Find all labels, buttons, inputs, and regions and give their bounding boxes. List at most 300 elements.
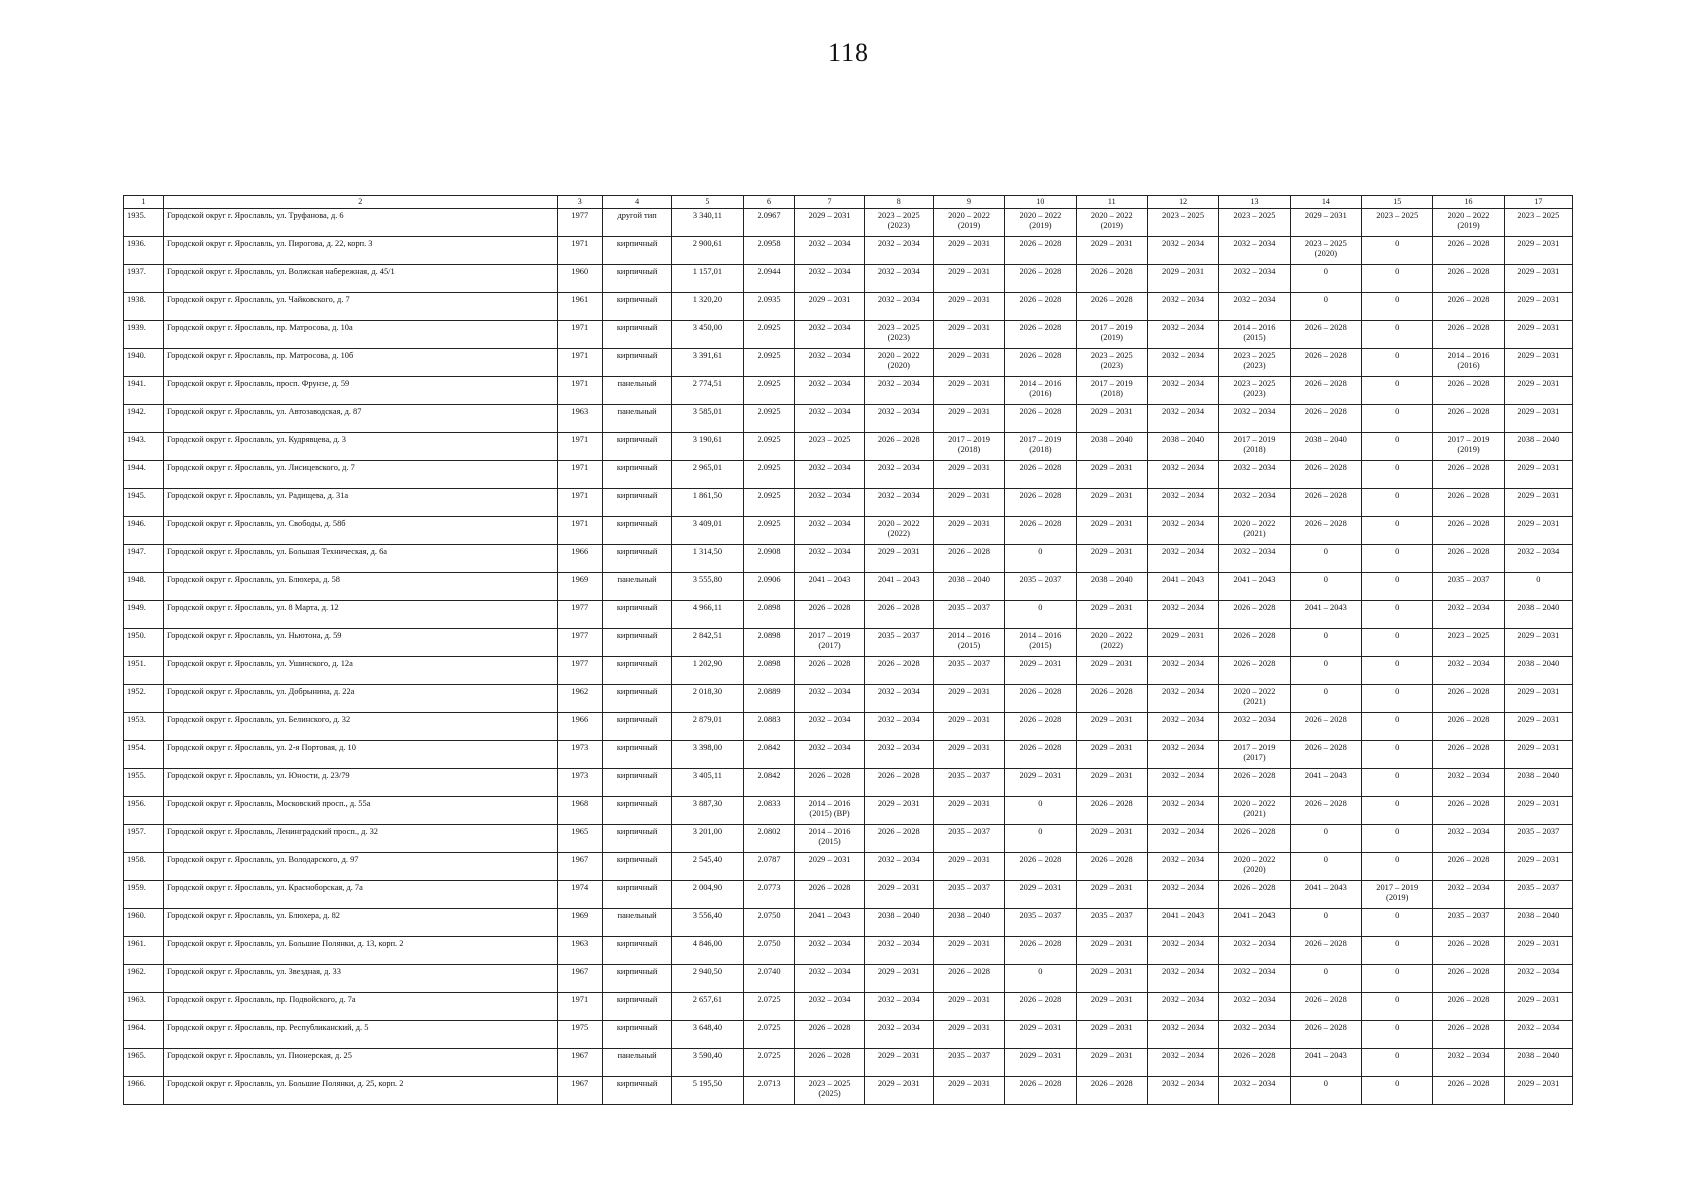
table-cell-col-10: 0 — [1005, 797, 1076, 825]
table-cell-col-14: 2026 – 2028 — [1290, 461, 1361, 489]
table-cell-col-9: 2026 – 2028 — [933, 545, 1004, 573]
table-cell-col-14: 2026 – 2028 — [1290, 405, 1361, 433]
table-cell-col-15: 0 — [1362, 265, 1433, 293]
table-cell-col-4: кирпичный — [603, 1077, 672, 1105]
table-cell-col-3: 1973 — [557, 741, 602, 769]
table-cell-col-6: 2.0842 — [743, 741, 795, 769]
table-cell-col-3: 1963 — [557, 937, 602, 965]
table-cell-col-5: 2 774,51 — [672, 377, 743, 405]
table-cell-col-6: 2.0725 — [743, 993, 795, 1021]
table-cell-col-3: 1973 — [557, 769, 602, 797]
table-cell-col-7: 2032 – 2034 — [795, 545, 864, 573]
table-cell-col-15: 0 — [1362, 1077, 1433, 1105]
table-cell-col-16: 2017 – 2019 (2019) — [1433, 433, 1504, 461]
table-cell-col-15: 0 — [1362, 713, 1433, 741]
table-cell-col-15: 0 — [1362, 349, 1433, 377]
table-cell-col-14: 2026 – 2028 — [1290, 517, 1361, 545]
table-cell-col-8: 2026 – 2028 — [864, 657, 933, 685]
table-cell-col-5: 3 201,00 — [672, 825, 743, 853]
table-cell-col-6: 2.0802 — [743, 825, 795, 853]
table-cell-col-13: 2032 – 2034 — [1219, 489, 1290, 517]
table-cell-col-1: 1952. — [124, 685, 164, 713]
table-cell-col-6: 2.0750 — [743, 909, 795, 937]
table-cell-col-15: 0 — [1362, 629, 1433, 657]
table-cell-col-5: 3 555,80 — [672, 573, 743, 601]
table-cell-col-16: 2026 – 2028 — [1433, 321, 1504, 349]
table-cell-col-7: 2014 – 2016 (2015) — [795, 825, 864, 853]
table-cell-col-17: 2029 – 2031 — [1504, 517, 1572, 545]
table-cell-col-5: 3 190,61 — [672, 433, 743, 461]
table-cell-col-12: 2032 – 2034 — [1147, 713, 1218, 741]
table-cell-col-4: панельный — [603, 1049, 672, 1077]
table-cell-col-12: 2041 – 2043 — [1147, 909, 1218, 937]
column-header-7: 7 — [795, 196, 864, 209]
table-cell-col-9: 2026 – 2028 — [933, 965, 1004, 993]
table-cell-col-4: кирпичный — [603, 713, 672, 741]
table-cell-col-5: 3 556,40 — [672, 909, 743, 937]
table-cell-col-11: 2029 – 2031 — [1076, 993, 1147, 1021]
table-cell-col-2: Городской округ г. Ярославль, ул. 8 Марта, д. 12 — [164, 601, 558, 629]
table-cell-col-11: 2038 – 2040 — [1076, 433, 1147, 461]
table-cell-col-8: 2032 – 2034 — [864, 937, 933, 965]
table-cell-col-8: 2026 – 2028 — [864, 601, 933, 629]
table-cell-col-6: 2.0750 — [743, 937, 795, 965]
table-cell-col-8: 2038 – 2040 — [864, 909, 933, 937]
table-cell-col-4: другой тип — [603, 209, 672, 237]
table-cell-col-10: 2026 – 2028 — [1005, 741, 1076, 769]
table-cell-col-8: 2032 – 2034 — [864, 377, 933, 405]
table-cell-col-17: 2029 – 2031 — [1504, 853, 1572, 881]
table-row — [124, 769, 1573, 797]
table-cell-col-7: 2041 – 2043 — [795, 909, 864, 937]
table-row — [124, 489, 1573, 517]
table-cell-col-1: 1944. — [124, 461, 164, 489]
table-cell-col-9: 2035 – 2037 — [933, 1049, 1004, 1077]
table-cell-col-13: 2026 – 2028 — [1219, 769, 1290, 797]
table-row — [124, 209, 1573, 237]
table-cell-col-2: Городской округ г. Ярославль, ул. Пионерская, д. 25 — [164, 1049, 558, 1077]
table-cell-col-3: 1971 — [557, 377, 602, 405]
table-cell-col-11: 2029 – 2031 — [1076, 965, 1147, 993]
table-cell-col-14: 2026 – 2028 — [1290, 797, 1361, 825]
table-cell-col-15: 0 — [1362, 1021, 1433, 1049]
table-row — [124, 993, 1573, 1021]
table-cell-col-1: 1966. — [124, 1077, 164, 1105]
table-cell-col-5: 2 879,01 — [672, 713, 743, 741]
table-cell-col-14: 2029 – 2031 — [1290, 209, 1361, 237]
table-cell-col-8: 2032 – 2034 — [864, 1021, 933, 1049]
table-cell-col-12: 2032 – 2034 — [1147, 349, 1218, 377]
table-cell-col-17: 2029 – 2031 — [1504, 713, 1572, 741]
table-cell-col-16: 2026 – 2028 — [1433, 405, 1504, 433]
table-cell-col-12: 2032 – 2034 — [1147, 377, 1218, 405]
table-cell-col-14: 2026 – 2028 — [1290, 377, 1361, 405]
table-cell-col-6: 2.0725 — [743, 1021, 795, 1049]
table-cell-col-15: 0 — [1362, 1049, 1433, 1077]
table-cell-col-13: 2032 – 2034 — [1219, 293, 1290, 321]
table-cell-col-1: 1946. — [124, 517, 164, 545]
table-cell-col-3: 1969 — [557, 573, 602, 601]
table-cell-col-7: 2032 – 2034 — [795, 741, 864, 769]
table-cell-col-3: 1975 — [557, 1021, 602, 1049]
table-cell-col-11: 2026 – 2028 — [1076, 265, 1147, 293]
table-cell-col-15: 0 — [1362, 545, 1433, 573]
table-cell-col-15: 0 — [1362, 965, 1433, 993]
table-cell-col-5: 4 846,00 — [672, 937, 743, 965]
table-cell-col-1: 1956. — [124, 797, 164, 825]
column-header-2: 2 — [164, 196, 558, 209]
table-cell-col-11: 2020 – 2022 (2022) — [1076, 629, 1147, 657]
table-cell-col-4: панельный — [603, 405, 672, 433]
table-cell-col-10: 2017 – 2019 (2018) — [1005, 433, 1076, 461]
table-cell-col-17: 2029 – 2031 — [1504, 461, 1572, 489]
table-cell-col-12: 2038 – 2040 — [1147, 433, 1218, 461]
table-row — [124, 909, 1573, 937]
table-cell-col-12: 2032 – 2034 — [1147, 237, 1218, 265]
table-cell-col-2: Городской округ г. Ярославль, пр. Матросова, д. 10б — [164, 349, 558, 377]
table-cell-col-13: 2020 – 2022 (2020) — [1219, 853, 1290, 881]
table-cell-col-17: 2038 – 2040 — [1504, 909, 1572, 937]
table-cell-col-14: 2041 – 2043 — [1290, 881, 1361, 909]
table-cell-col-9: 2029 – 2031 — [933, 293, 1004, 321]
table-cell-col-10: 2029 – 2031 — [1005, 881, 1076, 909]
table-cell-col-2: Городской округ г. Ярославль, ул. Звездная, д. 33 — [164, 965, 558, 993]
table-cell-col-8: 2032 – 2034 — [864, 461, 933, 489]
table-cell-col-11: 2026 – 2028 — [1076, 293, 1147, 321]
table-cell-col-5: 2 657,61 — [672, 993, 743, 1021]
table-cell-col-1: 1939. — [124, 321, 164, 349]
table-row — [124, 321, 1573, 349]
table-cell-col-17: 2023 – 2025 — [1504, 209, 1572, 237]
table-cell-col-2: Городской округ г. Ярославль, ул. Пирогова, д. 22, корп. 3 — [164, 237, 558, 265]
table-cell-col-16: 2026 – 2028 — [1433, 489, 1504, 517]
table-cell-col-6: 2.0908 — [743, 545, 795, 573]
table-cell-col-4: кирпичный — [603, 349, 672, 377]
table-cell-col-9: 2029 – 2031 — [933, 685, 1004, 713]
table-cell-col-6: 2.0833 — [743, 797, 795, 825]
table-cell-col-5: 5 195,50 — [672, 1077, 743, 1105]
table-cell-col-1: 1963. — [124, 993, 164, 1021]
table-cell-col-17: 0 — [1504, 573, 1572, 601]
table-cell-col-11: 2029 – 2031 — [1076, 545, 1147, 573]
table-cell-col-17: 2029 – 2031 — [1504, 797, 1572, 825]
table-cell-col-16: 2026 – 2028 — [1433, 517, 1504, 545]
table-cell-col-1: 1938. — [124, 293, 164, 321]
table-cell-col-6: 2.0898 — [743, 629, 795, 657]
table-cell-col-14: 0 — [1290, 909, 1361, 937]
table-cell-col-10: 2029 – 2031 — [1005, 657, 1076, 685]
table-row — [124, 461, 1573, 489]
table-cell-col-6: 2.0725 — [743, 1049, 795, 1077]
table-cell-col-16: 2014 – 2016 (2016) — [1433, 349, 1504, 377]
table-cell-col-6: 2.0944 — [743, 265, 795, 293]
table-cell-col-12: 2032 – 2034 — [1147, 797, 1218, 825]
table-cell-col-3: 1963 — [557, 405, 602, 433]
column-header-16: 16 — [1433, 196, 1504, 209]
table-cell-col-3: 1968 — [557, 797, 602, 825]
table-cell-col-16: 2026 – 2028 — [1433, 545, 1504, 573]
table-cell-col-13: 2026 – 2028 — [1219, 629, 1290, 657]
table-cell-col-5: 4 966,11 — [672, 601, 743, 629]
table-cell-col-10: 0 — [1005, 965, 1076, 993]
table-cell-col-1: 1936. — [124, 237, 164, 265]
table-cell-col-1: 1955. — [124, 769, 164, 797]
table-cell-col-12: 2032 – 2034 — [1147, 517, 1218, 545]
table-cell-col-4: кирпичный — [603, 769, 672, 797]
table-row — [124, 825, 1573, 853]
table-row — [124, 349, 1573, 377]
table-cell-col-13: 2014 – 2016 (2015) — [1219, 321, 1290, 349]
table-row — [124, 545, 1573, 573]
column-header-15: 15 — [1362, 196, 1433, 209]
capital-repair-schedule-table — [123, 195, 1573, 1105]
table-cell-col-17: 2029 – 2031 — [1504, 993, 1572, 1021]
table-cell-col-11: 2029 – 2031 — [1076, 881, 1147, 909]
table-cell-col-10: 2026 – 2028 — [1005, 1077, 1076, 1105]
table-cell-col-6: 2.0773 — [743, 881, 795, 909]
table-row — [124, 965, 1573, 993]
table-cell-col-10: 2029 – 2031 — [1005, 1021, 1076, 1049]
table-cell-col-12: 2032 – 2034 — [1147, 741, 1218, 769]
column-header-5: 5 — [672, 196, 743, 209]
table-cell-col-9: 2029 – 2031 — [933, 1077, 1004, 1105]
table-cell-col-12: 2032 – 2034 — [1147, 825, 1218, 853]
table-cell-col-4: кирпичный — [603, 853, 672, 881]
table-cell-col-10: 0 — [1005, 825, 1076, 853]
table-cell-col-2: Городской округ г. Ярославль, ул. Большие Полянки, д. 13, корп. 2 — [164, 937, 558, 965]
table-cell-col-6: 2.0935 — [743, 293, 795, 321]
table-cell-col-7: 2032 – 2034 — [795, 685, 864, 713]
table-row — [124, 265, 1573, 293]
table-cell-col-12: 2029 – 2031 — [1147, 265, 1218, 293]
table-cell-col-1: 1951. — [124, 657, 164, 685]
table-cell-col-4: кирпичный — [603, 461, 672, 489]
table-cell-col-6: 2.0925 — [743, 349, 795, 377]
table-cell-col-9: 2029 – 2031 — [933, 377, 1004, 405]
table-cell-col-12: 2032 – 2034 — [1147, 489, 1218, 517]
table-header — [124, 196, 1573, 209]
table-cell-col-11: 2029 – 2031 — [1076, 1049, 1147, 1077]
table-cell-col-16: 2020 – 2022 (2019) — [1433, 209, 1504, 237]
table-cell-col-9: 2035 – 2037 — [933, 825, 1004, 853]
table-cell-col-9: 2029 – 2031 — [933, 937, 1004, 965]
table-cell-col-6: 2.0958 — [743, 237, 795, 265]
table-row — [124, 293, 1573, 321]
column-header-17: 17 — [1504, 196, 1572, 209]
table-cell-col-3: 1971 — [557, 349, 602, 377]
table-cell-col-1: 1937. — [124, 265, 164, 293]
table-cell-col-13: 2017 – 2019 (2018) — [1219, 433, 1290, 461]
table-cell-col-8: 2032 – 2034 — [864, 685, 933, 713]
table-cell-col-17: 2038 – 2040 — [1504, 433, 1572, 461]
table-row — [124, 797, 1573, 825]
table-cell-col-6: 2.0925 — [743, 433, 795, 461]
table-cell-col-2: Городской округ г. Ярославль, ул. Ушинского, д. 12а — [164, 657, 558, 685]
table-cell-col-5: 3 409,01 — [672, 517, 743, 545]
table-cell-col-16: 2026 – 2028 — [1433, 741, 1504, 769]
table-cell-col-7: 2032 – 2034 — [795, 321, 864, 349]
table-cell-col-9: 2029 – 2031 — [933, 713, 1004, 741]
table-cell-col-5: 1 202,90 — [672, 657, 743, 685]
table-cell-col-7: 2023 – 2025 — [795, 433, 864, 461]
table-cell-col-17: 2029 – 2031 — [1504, 237, 1572, 265]
table-cell-col-15: 0 — [1362, 853, 1433, 881]
table-cell-col-8: 2029 – 2031 — [864, 881, 933, 909]
table-cell-col-12: 2032 – 2034 — [1147, 293, 1218, 321]
table-cell-col-11: 2020 – 2022 (2019) — [1076, 209, 1147, 237]
table-cell-col-16: 2032 – 2034 — [1433, 769, 1504, 797]
table-cell-col-12: 2029 – 2031 — [1147, 629, 1218, 657]
table-cell-col-2: Городской округ г. Ярославль, Московский просп., д. 55а — [164, 797, 558, 825]
table-cell-col-2: Городской округ г. Ярославль, пр. Подвойского, д. 7а — [164, 993, 558, 1021]
table-cell-col-16: 2026 – 2028 — [1433, 853, 1504, 881]
table-cell-col-9: 2035 – 2037 — [933, 769, 1004, 797]
table-cell-col-3: 1962 — [557, 685, 602, 713]
table-cell-col-3: 1969 — [557, 909, 602, 937]
table-cell-col-4: кирпичный — [603, 517, 672, 545]
table-cell-col-10: 2026 – 2028 — [1005, 713, 1076, 741]
table-cell-col-8: 2029 – 2031 — [864, 1049, 933, 1077]
column-header-4: 4 — [603, 196, 672, 209]
table-cell-col-5: 3 585,01 — [672, 405, 743, 433]
table-cell-col-3: 1974 — [557, 881, 602, 909]
table-cell-col-5: 3 340,11 — [672, 209, 743, 237]
table-cell-col-2: Городской округ г. Ярославль, ул. Добрынина, д. 22а — [164, 685, 558, 713]
table-cell-col-8: 2029 – 2031 — [864, 797, 933, 825]
table-cell-col-8: 2020 – 2022 (2022) — [864, 517, 933, 545]
table-row — [124, 1049, 1573, 1077]
table-cell-col-5: 3 450,00 — [672, 321, 743, 349]
table-cell-col-16: 2026 – 2028 — [1433, 713, 1504, 741]
table-cell-col-10: 2035 – 2037 — [1005, 573, 1076, 601]
table-cell-col-7: 2032 – 2034 — [795, 937, 864, 965]
table-cell-col-13: 2026 – 2028 — [1219, 601, 1290, 629]
table-cell-col-8: 2026 – 2028 — [864, 433, 933, 461]
table-cell-col-11: 2029 – 2031 — [1076, 489, 1147, 517]
table-cell-col-15: 0 — [1362, 237, 1433, 265]
table-cell-col-2: Городской округ г. Ярославль, ул. Труфанова, д. 6 — [164, 209, 558, 237]
table-cell-col-3: 1967 — [557, 1049, 602, 1077]
table-cell-col-15: 0 — [1362, 993, 1433, 1021]
table-row — [124, 741, 1573, 769]
table-cell-col-13: 2032 – 2034 — [1219, 461, 1290, 489]
table-cell-col-12: 2032 – 2034 — [1147, 545, 1218, 573]
table-cell-col-16: 2026 – 2028 — [1433, 993, 1504, 1021]
table-cell-col-3: 1961 — [557, 293, 602, 321]
table-cell-col-17: 2029 – 2031 — [1504, 741, 1572, 769]
table-row — [124, 629, 1573, 657]
table-cell-col-4: панельный — [603, 377, 672, 405]
table-cell-col-11: 2017 – 2019 (2018) — [1076, 377, 1147, 405]
table-cell-col-10: 2026 – 2028 — [1005, 405, 1076, 433]
table-cell-col-16: 2032 – 2034 — [1433, 657, 1504, 685]
table-cell-col-7: 2032 – 2034 — [795, 517, 864, 545]
column-header-8: 8 — [864, 196, 933, 209]
table-cell-col-15: 0 — [1362, 797, 1433, 825]
table-cell-col-8: 2023 – 2025 (2023) — [864, 209, 933, 237]
table-cell-col-16: 2026 – 2028 — [1433, 1077, 1504, 1105]
table-cell-col-1: 1953. — [124, 713, 164, 741]
table-cell-col-12: 2032 – 2034 — [1147, 461, 1218, 489]
table-cell-col-14: 0 — [1290, 629, 1361, 657]
table-cell-col-15: 0 — [1362, 433, 1433, 461]
table-cell-col-4: кирпичный — [603, 937, 672, 965]
table-cell-col-5: 2 965,01 — [672, 461, 743, 489]
table-cell-col-4: кирпичный — [603, 265, 672, 293]
table-row — [124, 405, 1573, 433]
table-cell-col-9: 2035 – 2037 — [933, 881, 1004, 909]
table-cell-col-11: 2035 – 2037 — [1076, 909, 1147, 937]
table-cell-col-8: 2032 – 2034 — [864, 993, 933, 1021]
table-cell-col-11: 2026 – 2028 — [1076, 685, 1147, 713]
table-cell-col-2: Городской округ г. Ярославль, просп. Фрунзе, д. 59 — [164, 377, 558, 405]
table-cell-col-8: 2029 – 2031 — [864, 965, 933, 993]
table-cell-col-6: 2.0898 — [743, 657, 795, 685]
table-cell-col-7: 2026 – 2028 — [795, 1049, 864, 1077]
table-cell-col-17: 2029 – 2031 — [1504, 377, 1572, 405]
table-cell-col-15: 0 — [1362, 685, 1433, 713]
table-cell-col-14: 2041 – 2043 — [1290, 769, 1361, 797]
table-cell-col-10: 2026 – 2028 — [1005, 265, 1076, 293]
table-cell-col-10: 2014 – 2016 (2015) — [1005, 629, 1076, 657]
table-cell-col-11: 2038 – 2040 — [1076, 573, 1147, 601]
table-cell-col-2: Городской округ г. Ярославль, ул. Волжская набережная, д. 45/1 — [164, 265, 558, 293]
table-cell-col-4: кирпичный — [603, 237, 672, 265]
column-header-12: 12 — [1147, 196, 1218, 209]
table-cell-col-17: 2035 – 2037 — [1504, 825, 1572, 853]
table-cell-col-3: 1977 — [557, 657, 602, 685]
table-cell-col-14: 2041 – 2043 — [1290, 601, 1361, 629]
table-row — [124, 657, 1573, 685]
table-cell-col-6: 2.0906 — [743, 573, 795, 601]
table-cell-col-3: 1967 — [557, 965, 602, 993]
table-cell-col-7: 2032 – 2034 — [795, 489, 864, 517]
table-cell-col-9: 2029 – 2031 — [933, 265, 1004, 293]
table-cell-col-16: 2026 – 2028 — [1433, 293, 1504, 321]
table-cell-col-4: кирпичный — [603, 629, 672, 657]
table-cell-col-7: 2032 – 2034 — [795, 405, 864, 433]
table-cell-col-15: 0 — [1362, 461, 1433, 489]
table-cell-col-14: 2026 – 2028 — [1290, 937, 1361, 965]
table-cell-col-1: 1945. — [124, 489, 164, 517]
table-cell-col-14: 0 — [1290, 825, 1361, 853]
table-cell-col-3: 1966 — [557, 713, 602, 741]
table-cell-col-4: кирпичный — [603, 965, 672, 993]
table-cell-col-2: Городской округ г. Ярославль, ул. Радищева, д. 31а — [164, 489, 558, 517]
table-cell-col-8: 2020 – 2022 (2020) — [864, 349, 933, 377]
table-cell-col-9: 2014 – 2016 (2015) — [933, 629, 1004, 657]
table-cell-col-14: 2026 – 2028 — [1290, 993, 1361, 1021]
table-cell-col-14: 0 — [1290, 265, 1361, 293]
table-cell-col-9: 2029 – 2031 — [933, 853, 1004, 881]
page-number: 118 — [827, 38, 870, 67]
table-cell-col-11: 2029 – 2031 — [1076, 1021, 1147, 1049]
table-cell-col-7: 2029 – 2031 — [795, 209, 864, 237]
table-cell-col-10: 2026 – 2028 — [1005, 993, 1076, 1021]
table-cell-col-1: 1942. — [124, 405, 164, 433]
column-number-row — [124, 196, 1573, 209]
table-cell-col-3: 1965 — [557, 825, 602, 853]
table-cell-col-1: 1958. — [124, 853, 164, 881]
table-cell-col-9: 2029 – 2031 — [933, 993, 1004, 1021]
table-cell-col-6: 2.0925 — [743, 461, 795, 489]
table-cell-col-14: 0 — [1290, 1077, 1361, 1105]
table-cell-col-2: Городской округ г. Ярославль, пр. Республиканский, д. 5 — [164, 1021, 558, 1049]
table-cell-col-6: 2.0925 — [743, 321, 795, 349]
table-cell-col-17: 2032 – 2034 — [1504, 545, 1572, 573]
table-cell-col-10: 2029 – 2031 — [1005, 769, 1076, 797]
table-cell-col-17: 2029 – 2031 — [1504, 489, 1572, 517]
